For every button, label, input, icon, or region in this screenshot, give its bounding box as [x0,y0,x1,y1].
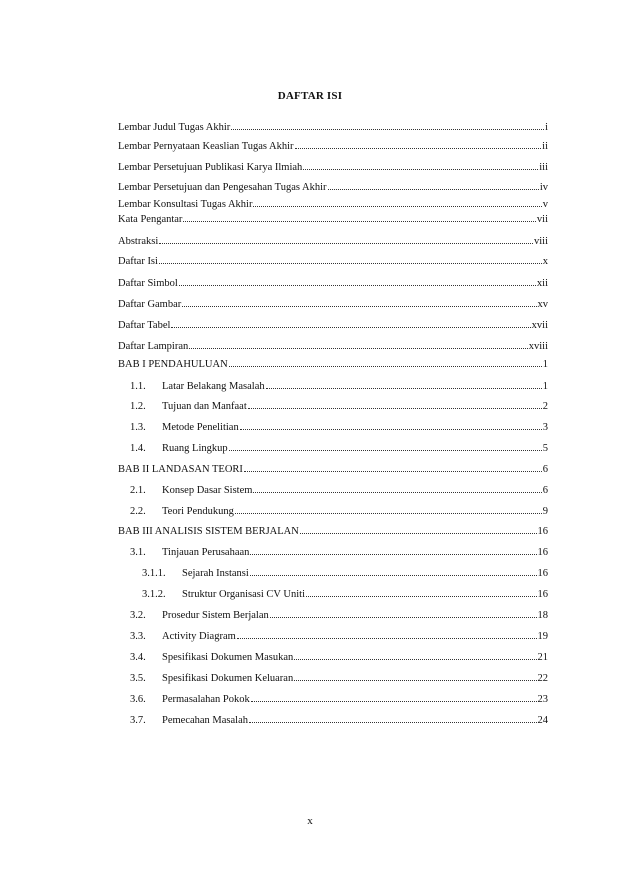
toc-entry-page: 6 [542,464,548,475]
toc-entry [118,212,548,226]
toc-entry-number: 1.2. [130,401,146,412]
toc-entry-label: Lembar Persetujuan Publikasi Karya Ilmiah [118,162,303,173]
toc-entry-label: Tujuan dan Manfaat [162,401,247,412]
toc-entry-page: 6 [542,485,548,496]
dot-leader [294,650,536,660]
dot-leader [159,254,542,264]
toc-entry-number: 3.1.1. [142,568,166,579]
toc-entry [142,587,548,601]
toc-entry-page: 1 [542,381,548,392]
toc-entry [118,197,548,211]
toc-entry-label: Tinjauan Perusahaan [162,547,250,558]
toc-entry-label: Daftar Simbol [118,278,178,289]
toc-entry-number: 1.4. [130,443,146,454]
toc-entry [130,379,548,393]
dot-leader [179,276,536,286]
toc-entry [118,139,548,153]
toc-entry-page: 18 [537,610,548,621]
toc-entry [130,441,548,455]
toc-entry-page: 23 [537,694,548,705]
toc-entry [118,357,548,371]
toc-entry [130,692,548,706]
toc-entry-label: Lembar Pernyataan Keaslian Tugas Akhir [118,141,294,152]
toc-entry-label: Daftar Lampiran [118,341,189,352]
dot-leader [189,339,527,349]
dot-leader [300,524,537,534]
toc-entry-page: xii [536,278,548,289]
dot-leader [250,566,537,576]
toc-entry-number: 1.3. [130,422,146,433]
toc-entry [130,504,548,518]
toc-entry-page: iii [539,162,548,173]
toc-entry-number: 3.6. [130,694,146,705]
dot-leader [229,441,542,451]
toc-entry [130,483,548,497]
toc-entry-page: x [542,256,548,267]
page-title: DAFTAR ISI [277,90,343,102]
dot-leader [303,160,538,170]
toc-entry-page: 2 [542,401,548,412]
toc-entry-page: 3 [542,422,548,433]
dot-leader [229,357,542,367]
toc-entry-label: Daftar Gambar [118,299,182,310]
toc-entry-page: iv [539,182,548,193]
toc-entry-label: Pemecahan Masalah [162,715,249,726]
toc-entry-number: 3.7. [130,715,146,726]
dot-leader [253,197,541,207]
dot-leader [171,318,530,328]
toc-entry [118,297,548,311]
toc-entry [118,254,548,268]
toc-entry [130,671,548,685]
dot-leader [249,713,536,723]
toc-entry-label: Struktur Organisasi CV Uniti [182,589,305,600]
toc-entry [118,339,548,353]
toc-entry-number: 1.1. [130,381,146,392]
toc-entry-page: xv [537,299,548,310]
toc-entry-number: 2.1. [130,485,146,496]
toc-entry-number: 3.5. [130,673,146,684]
dot-leader [270,608,537,618]
toc-entry-page: 9 [542,506,548,517]
dot-leader [244,462,542,472]
toc-entry-label: Sejarah Instansi [182,568,249,579]
toc-entry-label: Activity Diagram [162,631,236,642]
toc-entry-label: Lembar Judul Tugas Akhir [118,122,231,133]
dot-leader [295,139,542,149]
toc-entry [142,566,548,580]
toc-entry-label: Abstraksi [118,236,159,247]
toc-entry-page: 22 [537,673,548,684]
toc-entry-page: xvii [531,320,548,331]
toc-entry-label: Spesifikasi Dokumen Masukan [162,652,294,663]
dot-leader [240,420,542,430]
dot-leader [266,379,542,389]
toc-entry-number: 3.4. [130,652,146,663]
toc-entry-page: 5 [542,443,548,454]
dot-leader [231,120,544,130]
toc-entry [118,276,548,290]
toc-entry [130,650,548,664]
toc-entry-number: 3.1. [130,547,146,558]
toc-entry-label: Permasalahan Pokok [162,694,250,705]
toc-entry-label: Daftar Tabel [118,320,171,331]
toc-entry-page: viii [533,236,548,247]
dot-leader [182,297,536,307]
dot-leader [306,587,537,597]
toc-entry [130,629,548,643]
toc-entry-page: 16 [537,526,548,537]
toc-entry-label: Metode Penelitian [162,422,239,433]
toc-entry-label: Latar Belakang Masalah [162,381,265,392]
toc-entry [118,160,548,174]
toc-entry-page: 16 [537,589,548,600]
page-number: x [307,815,313,827]
toc-entry [118,318,548,332]
toc-entry-label: Lembar Konsultasi Tugas Akhir [118,199,253,210]
toc-entry-number: 3.1.2. [142,589,166,600]
dot-leader [328,180,539,190]
dot-leader [250,545,536,555]
toc-entry-label: Konsep Dasar Sistem [162,485,253,496]
toc-entry-page: i [545,122,548,133]
dot-leader [237,629,537,639]
toc-entry-label: Daftar Isi [118,256,158,267]
toc-entry-label: BAB III ANALISIS SISTEM BERJALAN [118,526,299,537]
toc-entry-page: 1 [542,359,548,370]
toc-entry-page: 16 [537,568,548,579]
toc-entry-label: Spesifikasi Dokumen Keluaran [162,673,294,684]
dot-leader [251,692,537,702]
toc-entry [118,234,548,248]
toc-entry-page: ii [542,141,548,152]
toc-entry [130,399,548,413]
toc-entry [118,462,548,476]
dot-leader [248,399,542,409]
toc-entry [118,180,548,194]
dot-leader [294,671,536,681]
toc-entry-label: Kata Pengantar [118,214,183,225]
toc-entry-label: Teori Pendukung [162,506,234,517]
toc-entry [130,713,548,727]
toc-entry [130,545,548,559]
toc-entry [130,420,548,434]
toc-entry-page: v [542,199,548,210]
dot-leader [183,212,535,222]
toc-entry-page: 21 [537,652,548,663]
toc-entry-page: 24 [537,715,548,726]
toc-entry-number: 3.2. [130,610,146,621]
toc-entry-page: 19 [537,631,548,642]
toc-entry [130,608,548,622]
toc-entry-number: 2.2. [130,506,146,517]
toc-entry-label: Lembar Persetujuan dan Pengesahan Tugas Akhir [118,182,327,193]
dot-leader [235,504,542,514]
toc-entry-page: xviii [528,341,548,352]
toc-entry-number: 3.3. [130,631,146,642]
toc-entry-page: 16 [537,547,548,558]
toc-entry-label: Ruang Lingkup [162,443,228,454]
dot-leader [253,483,541,493]
toc-entry-page: vii [536,214,548,225]
toc-entry-label: BAB II LANDASAN TEORI [118,464,243,475]
toc-entry-label: Prosedur Sistem Berjalan [162,610,269,621]
toc-entry [118,524,548,538]
toc-entry-label: BAB I PENDAHULUAN [118,359,228,370]
toc-entry [118,120,548,134]
dot-leader [159,234,533,244]
